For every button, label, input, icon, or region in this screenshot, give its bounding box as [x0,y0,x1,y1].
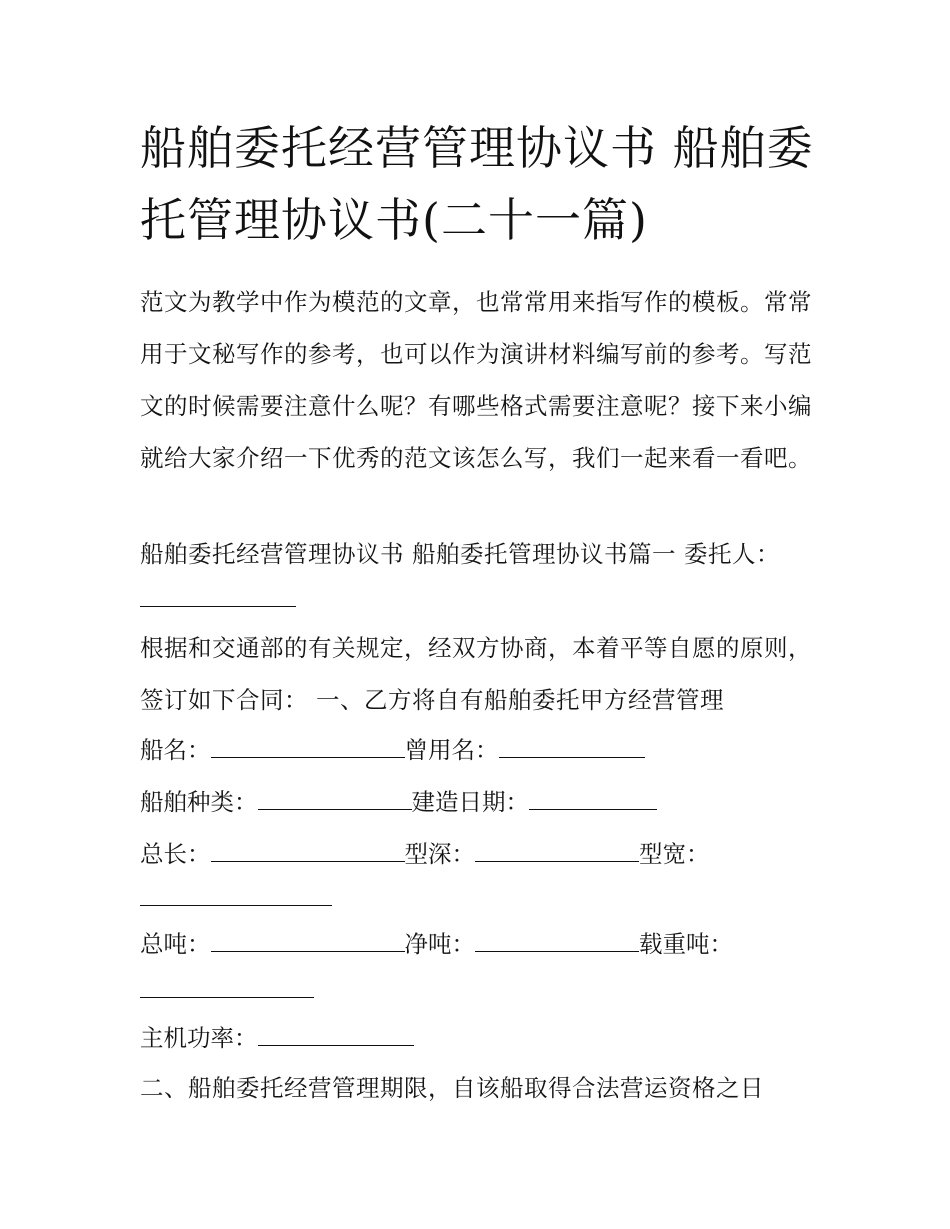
contract-paragraph-2: 二、船舶委托经营管理期限，自该船取得合法营运资格之日 [140,1074,764,1102]
contract-paragraph-1: 根据和交通部的有关规定，经双方协商，本着平等自愿的原则，签订如下合同： 一、乙方将自有船舶委托甲方经营管理 [140,634,812,714]
principal-blank-line [140,606,296,607]
tonnage-row [140,918,840,970]
ship-name-row [140,724,840,776]
breadth-blank-line [140,905,332,906]
deadweight-blank-line [140,997,314,998]
net-tonnage-blank [475,931,639,952]
ship-name-label: 船名： [140,736,211,764]
ship-type-row [140,776,840,828]
gross-tonnage-label: 总吨： [140,930,211,958]
net-tonnage-label: 净吨： [404,930,475,958]
length-blank [211,841,405,862]
build-date-label: 建造日期： [411,788,529,816]
former-name-label: 曾用名： [404,736,499,764]
deadweight-label: 载重吨： [639,930,733,958]
dimensions-row [140,828,840,880]
former-name-blank [499,737,645,758]
document-title: 船舶委托经营管理协议书 船舶委托管理协议书(二十一篇) [140,121,814,247]
engine-power-row [140,1012,840,1064]
intro-paragraph: 范文为教学中作为模范的文章，也常常用来指写作的模板。常常用于文秘写作的参考，也可以作为演讲材料编写前的参考。写范文的时候需要注意什么呢？有哪些格式需要注意呢？接下来小编就给大家介绍一下优秀的范文该怎么写，我们一起来看一看吧。 [140,288,812,472]
depth-blank [475,841,639,862]
ship-type-blank [258,789,412,810]
depth-label: 型深： [404,840,475,868]
length-label: 总长： [140,840,211,868]
section-heading: 船舶委托经营管理协议书 船舶委托管理协议书篇一 委托人： [140,540,780,568]
breadth-label: 型宽： [639,840,710,868]
gross-tonnage-blank [211,931,405,952]
ship-name-blank [211,737,405,758]
engine-power-blank [258,1025,414,1046]
build-date-blank [529,789,657,810]
ship-type-label: 船舶种类： [140,788,258,816]
engine-power-label: 主机功率： [140,1024,258,1052]
